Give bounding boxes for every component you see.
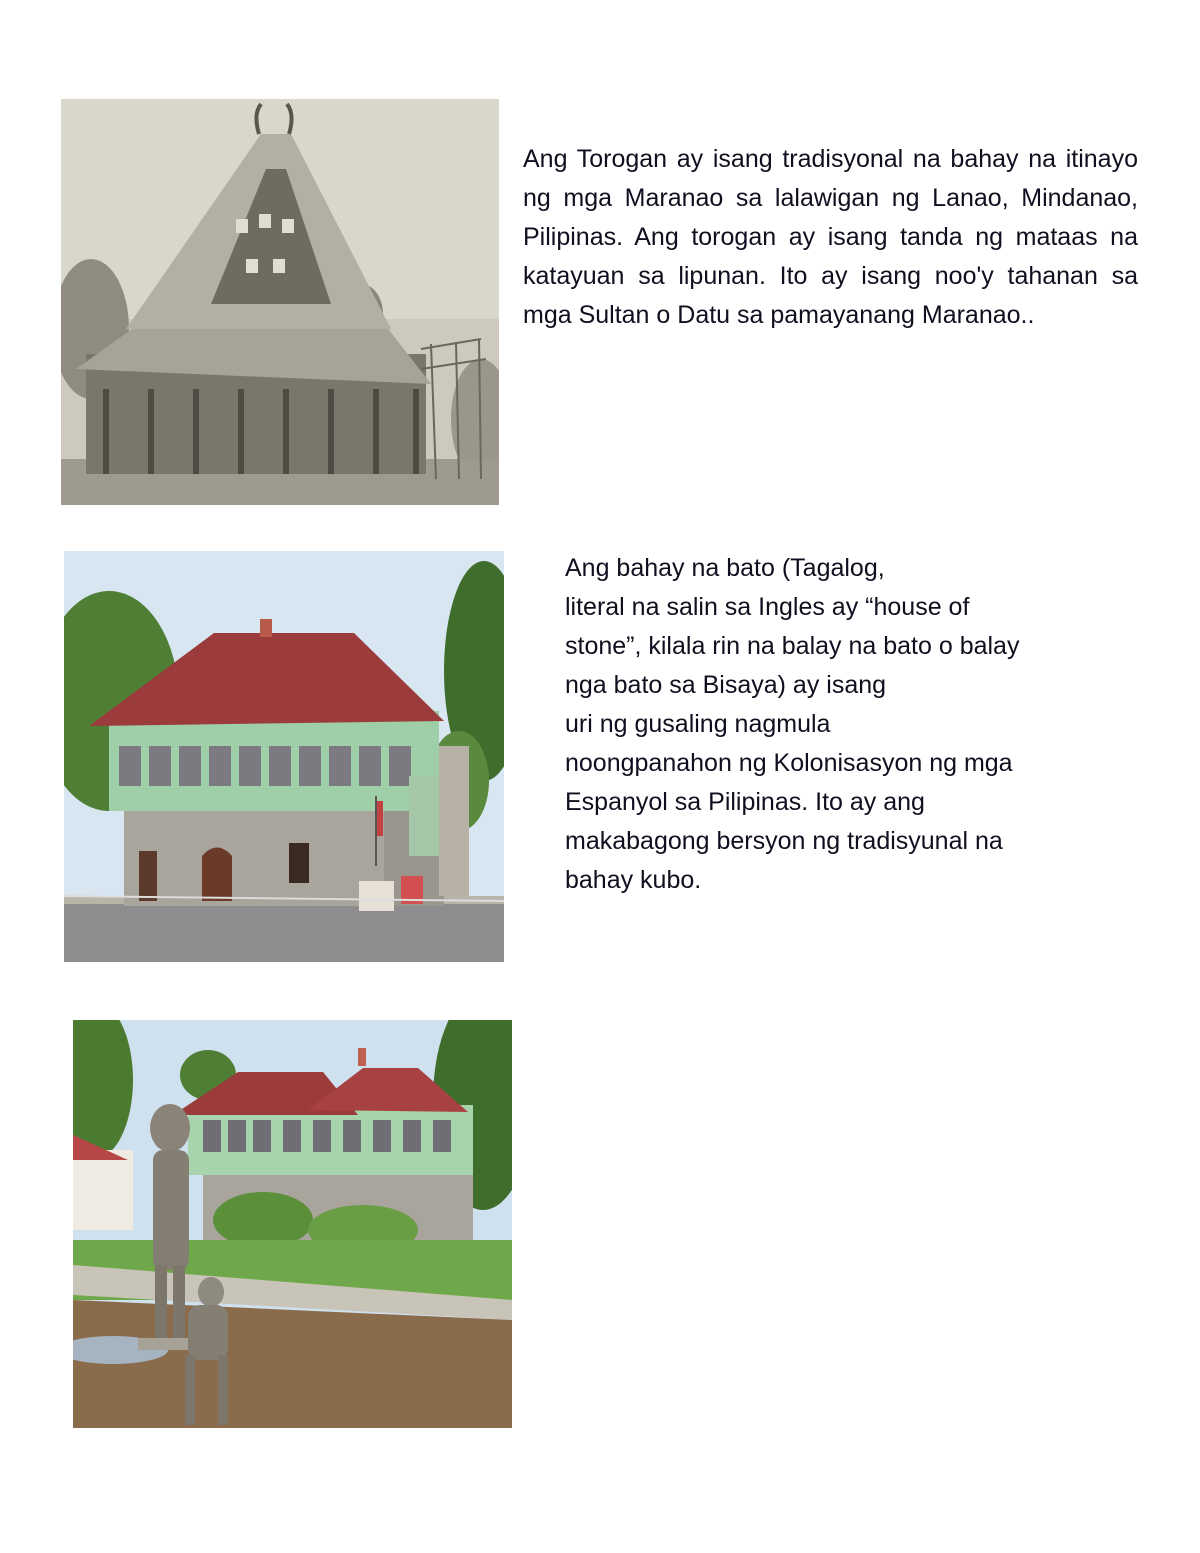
torogan-description: Ang Torogan ay isang tradisyonal na bahay na itinayo ng mga Maranao sa lalawigan ng Lanao, Mindanao, Pilipinas. Ang torogan ay isang tanda ng mataas na katayuan sa lipunan. Ito ay isang noo'y tahanan sa mga Sultan o Datu sa pamayanang Maranao.. <box>523 145 1138 329</box>
text-line: noongpanahon ng Kolonisasyon ng mga <box>565 749 1013 777</box>
statue-house-photo <box>73 1020 512 1428</box>
text-line: makabagong bersyon ng tradisyunal na <box>565 827 1003 855</box>
text-line: Ang bahay na bato (Tagalog, <box>565 554 885 582</box>
text-line: uri ng gusaling nagmula <box>565 710 831 738</box>
text-line: literal na salin sa Ingles ay “house of <box>565 593 970 621</box>
text-line: nga bato sa Bisaya) ay isang <box>565 671 887 699</box>
text-line: Espanyol sa Pilipinas. Ito ay ang <box>565 788 925 816</box>
torogan-photo <box>61 99 499 505</box>
text-line: stone”, kilala rin na balay na bato o balay <box>565 632 1020 660</box>
bahay-na-bato-photo <box>64 551 504 962</box>
bahay-na-bato-description <box>565 549 1125 900</box>
text-line: bahay kubo. <box>565 866 702 894</box>
